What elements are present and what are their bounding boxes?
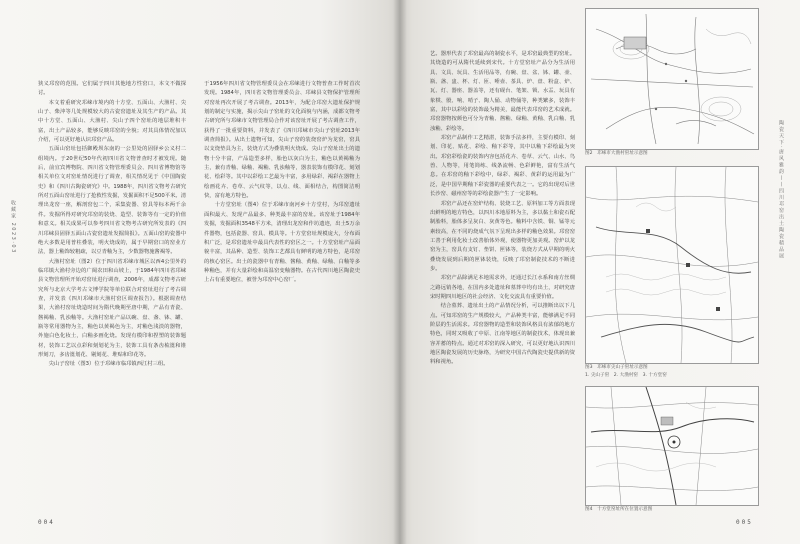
left-page-number: 004 [38, 519, 55, 526]
left-column-1 [38, 80, 186, 500]
paragraph: 本文着重研究邛崃市境内的十方堂、五面山、大渔村、尖山子、柴沖等几处规模较大的古瓷窑遗址及其生产的产品。其中十方堂、五面山、大渔村、尖山子四个窑址的地层堆积丰富，出土产品较多，能够反映邛窑的全貌；对其具体情况加以介绍，可以更好地认识邛窑产品。 [38, 99, 186, 144]
paragraph: 狭义邛窑的范围。它们属于四川其他地方性窑口，本文不做探讨。 [38, 81, 186, 97]
paragraph: 邛窑产品制作工艺精湛，装饰手法多样，主要有模印、刻划、印花、贴花、彩绘、釉下彩等，其中以釉下彩绘最为突出。邛窑彩绘瓷的装饰内容包括花卉、卷草、云气、山水、鸟兽、人物等，用笔简练、线条流畅、色彩鲜艳，富有生活气息。在邛窑的釉下彩绘中，绿彩、褐彩、黄彩的运用最为广泛，是中国早期釉下彩瓷器的重要代表之一。它的出现对后世长沙窑、磁州窑等的彩绘瓷器产生了一定影响。 [430, 135, 575, 198]
paragraph: 艺。器形代表了邛窑最高的制瓷水平，是邛窑最典型的窑址。其烧造的可从隋代延续到宋代。十方堂窑址产品分为生活用具、文具、玩具、生活用品等，有碗、盘、盆、钵、罐、壶、瓶、盏、盅、杯、灯、匝、唾壶、茶具、炉、盘、粉盒、炉、瓦、灯、器座、器盖等，还有砚台、笔架、锁、水盂、玩具有象棋、骰、响、哨子、陶人俑、动物俑等，种类繁多，装饰丰富，其中以彩绘的装饰最为精美，最能代表邛窑的艺术成就。邛窑器物按颜色可分为青釉、酱釉、绿釉、黄釉、乳白釉、乳浊釉、彩绘等。 [430, 51, 575, 132]
paragraph: 结合墓葬、遗址出土的产品情况分析，可以推断出以下几点。可知邛窑的生产规模较大，产品种类丰富，能够满足不同阶层的生活需求。邛窑器物的造型和装饰风格具有浓郁的地方特色，同时又吸收了中原、江南等地区的制瓷技术，体现出兼容并蓄的特点。通过对邛窑的深入研究，可以更好地认识四川地区陶瓷发展的历史脉络，为研究中国古代陶瓷史提供新的资料和视角。 [430, 303, 575, 366]
left-side-label: 收藏家 2023·03 [10, 200, 16, 254]
right-page-number: 005 [736, 519, 753, 526]
paragraph: 邛窑产品除满足本地需求外，还通过长江水系和南方丝绸之路远销各地，在国内多处遗址和墓葬中均有出土，对研究唐宋时期四川地区的社会经济、文化交流具有重要价值。 [430, 275, 575, 300]
paragraph: 大渔村窑址（图2）位于四川省邛崃市城区以西4公里外的临邛镇大渔村旁边的广阔农田和山坡上，于1984年四川省邛崃县文物管理所开始对窑址进行调查，2006年，成都文物考古研究所与北京大学考古文博学院等单位联合对窑址进行了考古调查，并发表《四川邛崃市大渔村窑区调查报告》。根据调查结果，大渔村窑址烧造时间为隋代晚期至唐中期，产品有青瓷、酱褐釉、乳浊釉等。大渔村窑址产品以碗、盘、盏、钵、罐、瓶等常用器物为主，釉色以黄褐色为主，对釉色浅淡的器物，外施白色化妆土，白釉多画化烧。发现有模印和捏塑的装饰题材，装饰工艺以点彩和刻划花为主，装饰工具有条齿梳篦和锥形刻刀，多齿篦划花、剔刻花、堆贴和印花等。 [38, 258, 186, 358]
figure-2-caption [585, 150, 757, 157]
right-column-1 [430, 50, 575, 506]
paragraph: 尖山子窑址（图3）位于邛崃市临邛镇西江村三组。 [48, 361, 169, 368]
paragraph: 邛窑产品还在窑炉结构、装烧工艺、原料加工等方面表现出鲜明的地方特色，以四川本地原料为主，多以黏土和瓷石配制胎料，胎体多呈灰白、灰黄等色。釉料中含铁、铜、锰等元素较高，在不同的烧成气氛下呈现出多样的釉色效果。邛窑窑工善于利用化妆土改善胎体外观，使器物更加美观。窑炉以龙窑为主，窑具有支钉、垫饼、匣钵等，装烧方式从早期的明火叠烧发展到后期的匣钵装烧，反映了邛窑制瓷技术的不断进步。 [430, 200, 575, 272]
paragraph: 十方堂窑址（图4）位于邛崃市南河乡十方堂村，为邛窑遗址面积最大、发现产品最多、种类最丰富的窑址。该窑址于1984年发掘，发掘面积3548平方米，清理出龙窑和作坊遗迹，出土5万余件器物，包括瓷器、窑具、模具等。十方堂窑址规模庞大，分布面积广泛，是邛窑遗址中最具代表性的窑区之一。十方堂窑址产品面貌丰富，其品种、造型、装饰工艺都具有鲜明的地方特色，是邛窑的核心窑区。出土的瓷器中有青釉、酱釉、黄釉、绿釉、白釉等多种釉色，并有大量彩绘和高温窑变釉器物。在古代四川地区陶瓷史上占有重要地位，被誉为邛窑中心窑厂。 [204, 202, 360, 284]
figure-2-map [585, 8, 759, 150]
paragraph: 于1956年四川省文物管理委员会在邛崃进行文物普查工作时首次发现。1984年，四川省文物管理委员会、邛崃县文物保护管理所对窑址再次开展了考古调查。2013年，为配合邛窑大遗址保护规划的制定与实施，揭示尖山子窑址的文化面貌与内涵，成都文物考古研究所与邛崃市文物管理局合作对该窑址开展了考古调查工作，获得了一批重要资料，并发表了《四川邛崃市尖山子窑址2013年调查简报》。从出土遗物可知，尖山子窑的装烧窑炉为龙窑，窑具以支烧垫具为主，装烧方式为叠装明火烧成。尖山子窑址出土的遗物十分丰富，产品造型多样，胎色以灰白为主，釉色以黄褐釉为主，兼有青釉、绿釉、褐釉、乳浊釉等，器表装饰有模印花、刻划花、绘彩等。其中以彩绘工艺最为丰富，多用绿彩、褐彩在器物上绘画花卉、卷草、云气纹等，以点、线、面相结合，构图简洁明快，富有地方特色。 [204, 81, 360, 200]
figure-4-map-drawing [586, 387, 758, 505]
figure-2-caption-text: 图2 邛崃市大渔村窑址示意图 [585, 151, 648, 156]
figure-3-legend: 1. 尖山子窑 2. 大渔村窑 3. 十方堂窑 [585, 373, 667, 378]
figure-3-map-drawing [586, 167, 758, 363]
book-gutter-shadow [393, 0, 407, 544]
figure-4-map [585, 386, 759, 506]
figure-4-caption [585, 506, 757, 513]
right-side-label: 陶瓷天下·唐风雅韵——四川邛窑出土陶瓷精品展 [778, 120, 784, 260]
figure-4-caption-text: 图4 十方堂窑址所在位置示意图 [585, 507, 653, 512]
figure-3-caption [585, 364, 757, 379]
paragraph: 五面山窑址包括御殿坝东南的一公里处的固驿乡公义村二组境内。于20世纪50年代初四川省文物普查时才被发现。随后，前宜宾博物院、四川省文物管理委员会、四川省博物馆等相关单位文对窑址情况进行了调查，相关情况见于《中国陶瓷史》和《四川古陶瓷研究》中。1988年，四川省文物考古研究所对五面山窑址进行了抢救性发掘，发掘面积不足500平米。清理出龙窑一座，解剖窑包二个，采集瓷器、窑具等标本两千余件。发掘所得对研究邛窑的装烧、造型、装饰等有一定的价值和意义。相关成果可以参考四川省文物考古研究所发表的《四川邛崃县固驿五面山古瓷窑遗址发掘简报》。五面山窑的瓷器中绝大多数是用普柱叠装，明火烧成的，属于早期窑口的窑业方法，器上釉饰较粗疏，以豆青釉为主，少数器物施酱褐等。 [38, 146, 186, 256]
figure-3-map [585, 166, 759, 364]
figure-2-map-drawing [586, 9, 758, 149]
left-column-2 [204, 80, 360, 500]
figure-3-caption-text: 图3 邛崃市尖山子窑址示意图 [585, 365, 648, 370]
